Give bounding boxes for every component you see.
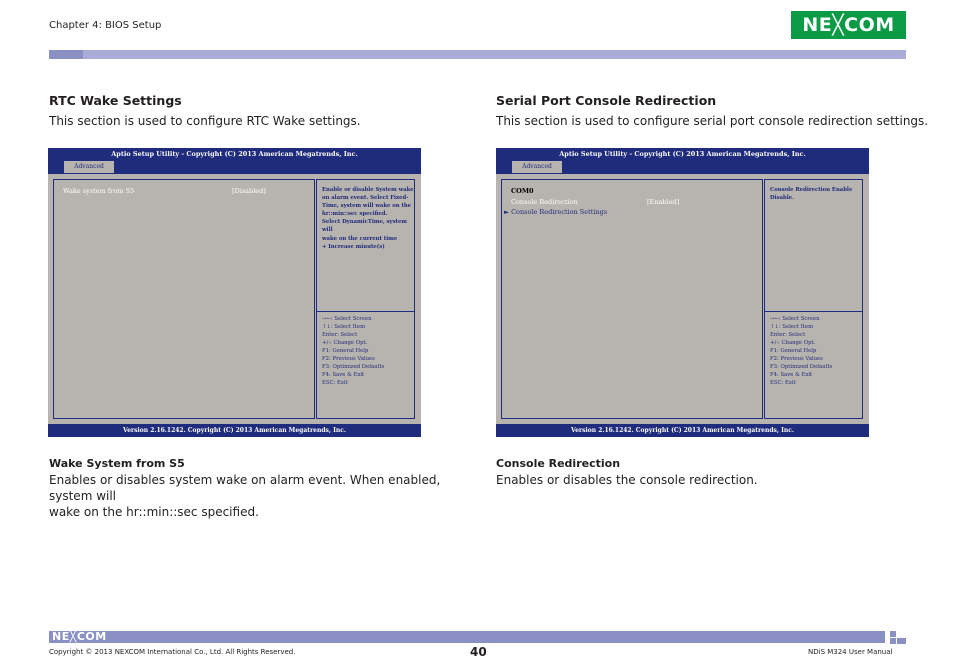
key-hint: +/-: Change Opt.	[322, 340, 368, 346]
rtc-section-description: This section is used to configure RTC Wake settings.	[49, 114, 361, 128]
copyright-text: Copyright © 2013 NEXCOM International Co., Ltd. All Rights Reserved.	[49, 648, 296, 656]
wake-system-subtitle: Wake System from S5	[49, 457, 185, 470]
bios-footer: Version 2.16.1242. Copyright (C) 2013 American Megatrends, Inc.	[48, 424, 421, 437]
key-hint: F3: Optimized Defaults	[770, 364, 833, 370]
logo-text: NE╳COM	[802, 14, 895, 36]
key-hint: F3: Optimized Defaults	[322, 364, 385, 370]
help-line: on alarm event. Select Fixed-	[322, 195, 409, 202]
footer-square-decoration	[897, 638, 906, 644]
bios-main-panel	[501, 179, 763, 419]
key-hint: ESC: Exit	[770, 380, 796, 386]
console-redirection-description: Enables or disables the console redirection.	[496, 473, 758, 487]
help-line: Enable or disable System wake	[322, 187, 414, 193]
wake-system-description	[49, 472, 469, 520]
desc-line: wake on the hr::min::sec specified.	[49, 505, 259, 519]
bios-keys-panel	[764, 311, 863, 419]
bios-main-panel	[53, 179, 315, 419]
help-line: Time, system will wake on the	[322, 203, 412, 210]
rtc-section-title: RTC Wake Settings	[49, 93, 182, 108]
bios-header: Aptio Setup Utility - Copyright (C) 2013 American Megatrends, Inc.	[496, 148, 869, 161]
bios-help-text	[770, 186, 862, 202]
bios-key-list	[770, 315, 862, 387]
footer-logo: NE╳COM	[52, 630, 107, 643]
bios-screenshot-serial	[496, 148, 869, 437]
chapter-label: Chapter 4: BIOS Setup	[49, 20, 162, 31]
help-line: hr::min::sec specified.	[322, 211, 388, 218]
bios-screenshot-rtc	[48, 148, 421, 437]
footer-band	[49, 631, 885, 643]
bios-submenu-item: ► Console Redirection Settings	[504, 208, 608, 216]
bios-item-label: Wake system from S5	[63, 187, 135, 195]
footer-square-decoration	[890, 631, 896, 637]
bios-item-value: [Enabled]	[647, 198, 680, 206]
key-hint: +/-: Change Opt.	[770, 340, 816, 346]
bios-tab-advanced: Advanced	[512, 161, 562, 173]
bios-help-panel	[764, 179, 863, 312]
key-hint: ↑↓: Select Item	[770, 324, 814, 330]
help-line: Console Redirection Enable	[770, 187, 853, 193]
key-hint: F2: Previous Values	[322, 356, 375, 362]
bios-item-value: [Disabled]	[232, 187, 266, 195]
bios-item-label: Console Redirection	[511, 198, 578, 206]
bios-help-text	[322, 186, 414, 251]
key-hint: →←: Select Screen	[322, 316, 372, 322]
header-band	[49, 50, 906, 59]
serial-section-title: Serial Port Console Redirection	[496, 93, 717, 108]
help-line: Select DynamicTime, system will	[322, 219, 407, 234]
key-hint: F1: General Help	[770, 348, 817, 354]
manual-title: NDiS M324 User Manual	[808, 648, 893, 656]
key-hint: F1: General Help	[322, 348, 369, 354]
key-hint: F4: Save & Exit	[322, 372, 365, 378]
bios-header: Aptio Setup Utility - Copyright (C) 2013 American Megatrends, Inc.	[48, 148, 421, 161]
key-hint: F2: Previous Values	[770, 356, 823, 362]
desc-line: Enables or disables system wake on alarm event. When enabled, system will	[49, 473, 441, 503]
bios-section-label: COM0	[511, 187, 534, 195]
console-redirection-subtitle: Console Redirection	[496, 457, 621, 470]
bios-footer: Version 2.16.1242. Copyright (C) 2013 American Megatrends, Inc.	[496, 424, 869, 437]
serial-section-description: This section is used to configure serial port console redirection settings.	[496, 114, 929, 128]
help-line: wake on the current time	[322, 235, 398, 242]
bios-key-list	[322, 315, 414, 387]
key-hint: F4: Save & Exit	[770, 372, 813, 378]
bios-tab-advanced: Advanced	[64, 161, 114, 173]
footer-square-decoration	[890, 638, 896, 644]
bios-keys-panel	[316, 311, 415, 419]
key-hint: Enter: Select	[770, 332, 806, 338]
key-hint: ESC: Exit	[322, 380, 348, 386]
help-line: Disable.	[770, 195, 794, 202]
nexcom-logo	[791, 11, 906, 39]
page-number: 40	[470, 645, 487, 659]
bios-help-panel	[316, 179, 415, 312]
help-line: + Increase minute(s)	[322, 243, 385, 250]
key-hint: →←: Select Screen	[770, 316, 820, 322]
header-band-accent	[49, 50, 83, 59]
key-hint: ↑↓: Select Item	[322, 324, 366, 330]
key-hint: Enter: Select	[322, 332, 358, 338]
